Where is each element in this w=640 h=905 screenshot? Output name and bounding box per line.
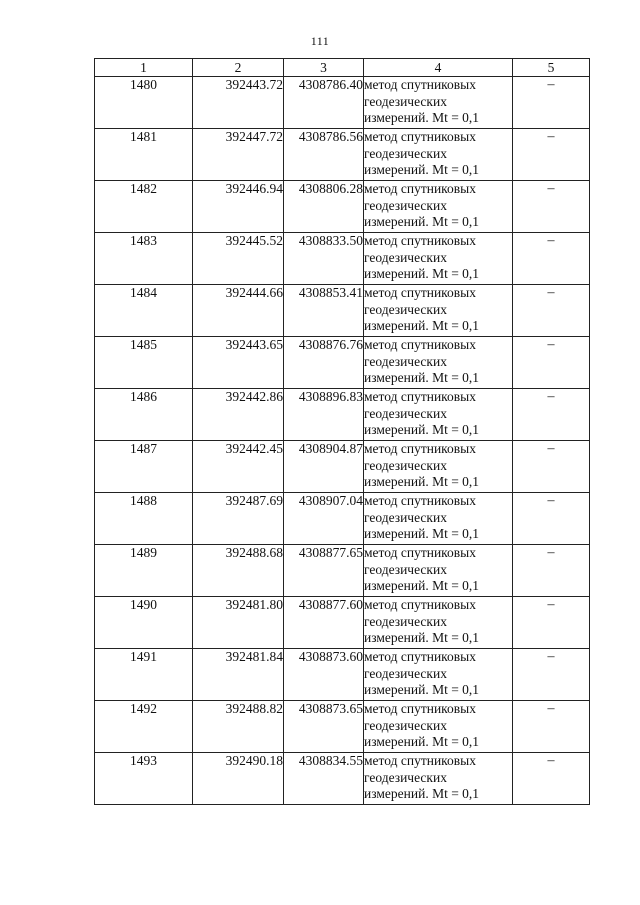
method-line-3: измерений. Mt = 0,1	[364, 162, 480, 177]
y-coordinate-cell: 4308877.60	[284, 597, 364, 649]
method-line-3: измерений. Mt = 0,1	[364, 110, 480, 125]
x-coordinate-cell: 392490.18	[193, 753, 284, 805]
y-coordinate-cell: 4308896.83	[284, 389, 364, 441]
note-cell: –	[513, 77, 590, 129]
method-line-2: геодезических	[364, 301, 447, 317]
method-cell	[364, 129, 513, 181]
x-coordinate-cell: 392481.80	[193, 597, 284, 649]
note-cell: –	[513, 493, 590, 545]
x-coordinate-cell: 392447.72	[193, 129, 284, 181]
table-row	[95, 285, 590, 337]
method-line-1: метод спутниковых	[364, 129, 476, 144]
method-line-1: метод спутниковых	[364, 701, 476, 716]
method-line-3: измерений. Mt = 0,1	[364, 578, 480, 593]
method-cell	[364, 441, 513, 493]
point-number-cell: 1482	[95, 181, 193, 233]
point-number-cell: 1480	[95, 77, 193, 129]
point-number-cell: 1486	[95, 389, 193, 441]
method-line-2: геодезических	[364, 93, 447, 109]
method-line-2: геодезических	[364, 665, 447, 681]
method-line-1: метод спутниковых	[364, 753, 476, 768]
method-line-3: измерений. Mt = 0,1	[364, 630, 480, 645]
y-coordinate-cell: 4308853.41	[284, 285, 364, 337]
method-cell	[364, 597, 513, 649]
method-line-2: геодезических	[364, 613, 447, 629]
method-line-1: метод спутниковых	[364, 181, 476, 196]
point-number-cell: 1485	[95, 337, 193, 389]
x-coordinate-cell: 392445.52	[193, 233, 284, 285]
method-line-3: измерений. Mt = 0,1	[364, 474, 480, 489]
table-row	[95, 389, 590, 441]
note-cell: –	[513, 649, 590, 701]
table-row	[95, 545, 590, 597]
y-coordinate-cell: 4308806.28	[284, 181, 364, 233]
note-cell: –	[513, 285, 590, 337]
method-cell	[364, 285, 513, 337]
method-cell	[364, 389, 513, 441]
method-line-2: геодезических	[364, 457, 447, 473]
method-line-2: геодезических	[364, 249, 447, 265]
method-line-1: метод спутниковых	[364, 389, 476, 404]
method-line-3: измерений. Mt = 0,1	[364, 786, 480, 801]
method-line-1: метод спутниковых	[364, 337, 476, 352]
table-row	[95, 493, 590, 545]
y-coordinate-cell: 4308904.87	[284, 441, 364, 493]
method-cell	[364, 181, 513, 233]
table-body	[95, 77, 590, 805]
coordinates-table	[94, 58, 590, 805]
table-row	[95, 753, 590, 805]
point-number-cell: 1484	[95, 285, 193, 337]
y-coordinate-cell: 4308873.65	[284, 701, 364, 753]
method-cell	[364, 77, 513, 129]
method-line-1: метод спутниковых	[364, 597, 476, 612]
point-number-cell: 1483	[95, 233, 193, 285]
method-line-3: измерений. Mt = 0,1	[364, 526, 480, 541]
table-row	[95, 597, 590, 649]
column-header-4: 4	[364, 59, 513, 77]
x-coordinate-cell: 392442.45	[193, 441, 284, 493]
method-cell	[364, 701, 513, 753]
x-coordinate-cell: 392444.66	[193, 285, 284, 337]
method-line-2: геодезических	[364, 561, 447, 577]
table-row	[95, 337, 590, 389]
method-line-2: геодезических	[364, 145, 447, 161]
table-row	[95, 233, 590, 285]
x-coordinate-cell: 392446.94	[193, 181, 284, 233]
point-number-cell: 1487	[95, 441, 193, 493]
y-coordinate-cell: 4308873.60	[284, 649, 364, 701]
method-line-3: измерений. Mt = 0,1	[364, 734, 480, 749]
note-cell: –	[513, 545, 590, 597]
y-coordinate-cell: 4308833.50	[284, 233, 364, 285]
x-coordinate-cell: 392443.72	[193, 77, 284, 129]
note-cell: –	[513, 129, 590, 181]
column-header-3: 3	[284, 59, 364, 77]
note-cell: –	[513, 441, 590, 493]
x-coordinate-cell: 392488.82	[193, 701, 284, 753]
x-coordinate-cell: 392487.69	[193, 493, 284, 545]
method-line-2: геодезических	[364, 353, 447, 369]
y-coordinate-cell: 4308876.76	[284, 337, 364, 389]
point-number-cell: 1481	[95, 129, 193, 181]
x-coordinate-cell: 392442.86	[193, 389, 284, 441]
note-cell: –	[513, 753, 590, 805]
method-line-1: метод спутниковых	[364, 441, 476, 456]
y-coordinate-cell: 4308786.56	[284, 129, 364, 181]
note-cell: –	[513, 337, 590, 389]
method-line-3: измерений. Mt = 0,1	[364, 266, 480, 281]
point-number-cell: 1489	[95, 545, 193, 597]
table-row	[95, 77, 590, 129]
y-coordinate-cell: 4308786.40	[284, 77, 364, 129]
column-header-5: 5	[513, 59, 590, 77]
y-coordinate-cell: 4308877.65	[284, 545, 364, 597]
note-cell: –	[513, 181, 590, 233]
method-cell	[364, 545, 513, 597]
method-line-1: метод спутниковых	[364, 493, 476, 508]
method-cell	[364, 649, 513, 701]
point-number-cell: 1488	[95, 493, 193, 545]
point-number-cell: 1491	[95, 649, 193, 701]
x-coordinate-cell: 392481.84	[193, 649, 284, 701]
x-coordinate-cell: 392443.65	[193, 337, 284, 389]
column-header-1: 1	[95, 59, 193, 77]
method-line-2: геодезических	[364, 509, 447, 525]
method-line-2: геодезических	[364, 769, 447, 785]
column-header-2: 2	[193, 59, 284, 77]
method-line-3: измерений. Mt = 0,1	[364, 370, 480, 385]
page-number: 111	[310, 34, 330, 48]
method-line-3: измерений. Mt = 0,1	[364, 214, 480, 229]
note-cell: –	[513, 597, 590, 649]
method-line-2: геодезических	[364, 405, 447, 421]
method-line-1: метод спутниковых	[364, 233, 476, 248]
table-row	[95, 441, 590, 493]
method-cell	[364, 233, 513, 285]
y-coordinate-cell: 4308907.04	[284, 493, 364, 545]
method-line-1: метод спутниковых	[364, 77, 476, 92]
method-line-3: измерений. Mt = 0,1	[364, 682, 480, 697]
method-line-3: измерений. Mt = 0,1	[364, 422, 480, 437]
method-cell	[364, 493, 513, 545]
note-cell: –	[513, 233, 590, 285]
method-line-1: метод спутниковых	[364, 649, 476, 664]
method-line-2: геодезических	[364, 197, 447, 213]
method-cell	[364, 753, 513, 805]
table-row	[95, 701, 590, 753]
note-cell: –	[513, 701, 590, 753]
point-number-cell: 1490	[95, 597, 193, 649]
method-line-2: геодезических	[364, 717, 447, 733]
table-row	[95, 129, 590, 181]
table-header-row	[95, 59, 590, 77]
note-cell: –	[513, 389, 590, 441]
method-line-1: метод спутниковых	[364, 545, 476, 560]
method-line-3: измерений. Mt = 0,1	[364, 318, 480, 333]
point-number-cell: 1493	[95, 753, 193, 805]
method-line-1: метод спутниковых	[364, 285, 476, 300]
table-row	[95, 649, 590, 701]
x-coordinate-cell: 392488.68	[193, 545, 284, 597]
point-number-cell: 1492	[95, 701, 193, 753]
table-row	[95, 181, 590, 233]
y-coordinate-cell: 4308834.55	[284, 753, 364, 805]
method-cell	[364, 337, 513, 389]
